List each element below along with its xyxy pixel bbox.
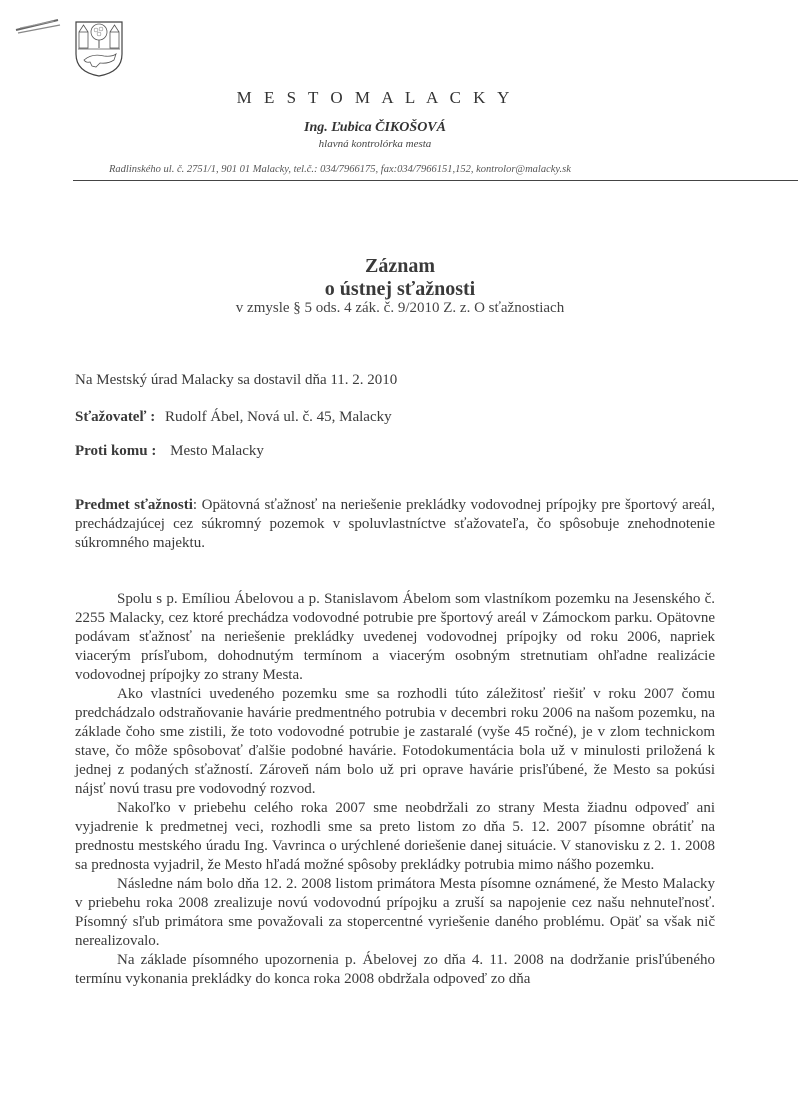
visit-line: Na Mestský úrad Malacky sa dostavil dňa 11. 2. 2010 [75, 372, 398, 388]
document-title: Záznam [365, 255, 435, 277]
body-text [75, 590, 715, 989]
subject-value: : Opätovná sťažnosť na neriešenie prekládky vodovodnej prípojky pre športový areál, prechádzajúcej cez súkromný pozemok v spoluvlastníctve sťažovateľa, čo spôsobuje znehodnotenie súkromného majektu. [75, 497, 715, 551]
against-value: Mesto Malacky [170, 443, 264, 459]
pen-scribble-mark [14, 16, 62, 38]
official-name: Ing. Ľubica ČIKOŠOVÁ [304, 120, 446, 135]
complainant-value: Rudolf Ábel, Nová ul. č. 45, Malacky [165, 409, 392, 425]
against-label: Proti komu : [75, 443, 157, 459]
body-paragraph: Nakoľko v priebehu celého roka 2007 sme neobdržali zo strany Mesta žiadnu odpoveď ani vyjadrenie k predmetnej veci, rozhodli sme sa preto listom zo dňa 5. 12. 2007 písomne obrátiť na prednostu mestského úradu Ing. Vavrinca o urýchlené doriešenie danej situácie. V stanovisku z 2. 1. 2008 sa prednosta vyjadril, že Mesto hľadá možné spôsoby prekládky potrubia mimo nášho pozemku. [75, 800, 715, 873]
body-paragraph: Ako vlastníci uvedeného pozemku sme sa rozhodli túto záležitosť riešiť v roku 2007 čomu predchádzalo odstraňovanie havárie predmentného potrubia v decembri roku 2006 na našom pozemku, na základe čoho sme zistili, že toto vodovodné potrubie je zastaralé (vyše 45 ročné), je v zlom technickom stave, čo môže spôsobovať ďalšie podobné havárie. Fotodokumentácia bola už v minulosti priložená k jednej z podaných sťažností. Zároveň nám bolo už pri oprave havárie prisľúbené, že Mesto sa pokúsi nájsť novú trasu pre vodovodný rozvod. [75, 686, 715, 797]
coat-of-arms-icon [74, 20, 124, 78]
body-paragraph: Na základe písomného upozornenia p. Ábelovej zo dňa 4. 11. 2008 na dodržanie prisľúbeného termínu vykonania prekládky do konca roka 2008 obdržala odpoveď zo dňa [75, 952, 715, 987]
organization-name: M E S T O M A L A C K Y [236, 88, 514, 107]
document-title-line2: o ústnej sťažnosti [324, 278, 476, 300]
letterhead-divider [73, 180, 798, 181]
subject-paragraph [75, 496, 715, 553]
complainant-label: Sťažovateľ : [75, 409, 156, 425]
body-paragraph: Následne nám bolo dňa 12. 2. 2008 listom primátora Mesta písomne oznámené, že Mesto Malacky v priebehu roka 2008 zrealizuje novú vodovodnú prípojku a zruší sa napojenie cez našu nehnuteľnosť. Písomný sľub primátora sme považovali za stopercentné vyriešenie daného problému. Opäť sa však nič nerealizovalo. [75, 876, 715, 949]
complainant-line [75, 409, 392, 426]
document-subtitle: v zmysle § 5 ods. 4 zák. č. 9/2010 Z. z. O sťažnostiach [235, 300, 565, 316]
letterhead-address: Radlinského ul. č. 2751/1, 901 01 Malacky, tel.č.: 034/7966175, fax:034/7966151,152, kontrolor@malacky.sk [109, 164, 571, 175]
body-paragraph: Spolu s p. Emíliou Ábelovou a p. Stanislavom Ábelom som vlastníkom pozemku na Jesenského č. 2255 Malacky, cez ktoré prechádza vodovodné potrubie pre športový areál v Zámockom parku. Opätovne podávam sťažnosť na neriešenie prekládky uvedenej vodovodnej prípojky od roku 2006, napriek viacerým prísľubom, dohodnutým termínom a viacerým osobným stretnutiam ohľadne realizácie vodovodnej prípojky zo strany Mesta. [75, 591, 715, 683]
official-role: hlavná kontrolórka mesta [318, 138, 432, 150]
subject-label: Predmet sťažnosti [75, 497, 193, 513]
against-line [75, 443, 264, 460]
